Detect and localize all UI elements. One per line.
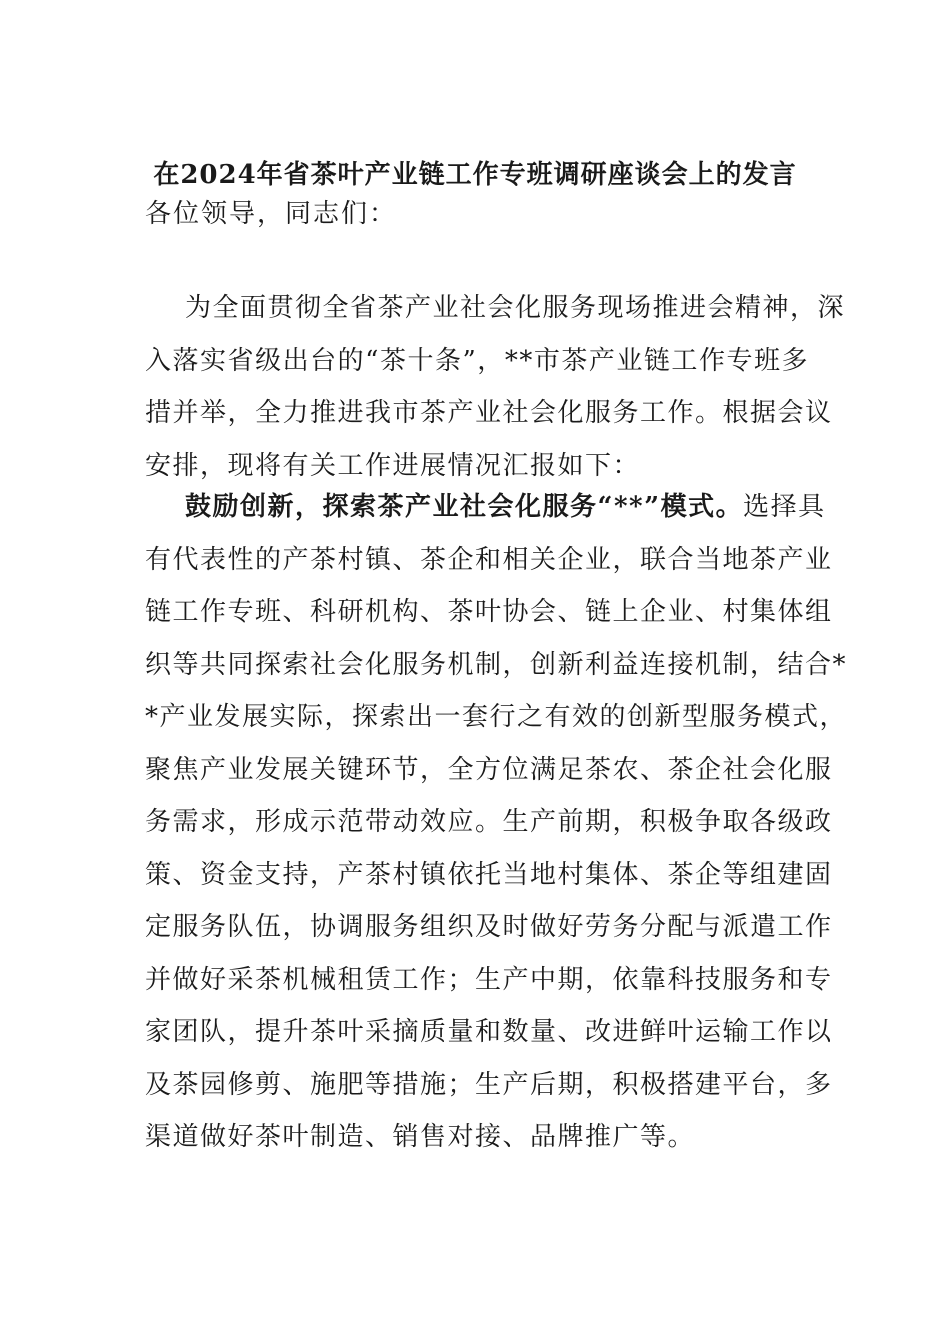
- paragraph-innovation: [145, 481, 848, 1164]
- paragraph-line: 家团队，提升茶叶采摘质量和数量、改进鲜叶运输工作以: [145, 1017, 833, 1047]
- document-title: 在2024年省茶叶产业链工作专班调研座谈会上的发言: [153, 160, 797, 190]
- paragraph-line: [145, 481, 826, 534]
- paragraph-line: 安排，现将有关工作进展情况汇报如下：: [145, 450, 641, 481]
- paragraph-line: 策、资金支持，产茶村镇依托当地村集体、茶企等组建固: [145, 859, 833, 890]
- paragraph-line: *产业发展实际，探索出一套行之有效的创新型服务模式，: [145, 702, 848, 732]
- paragraph-line: 定服务队伍，协调服务组织及时做好劳务分配与派遣工作: [145, 912, 833, 942]
- paragraph-line: 务需求，形成示范带动效应。生产前期，积极争取各级政: [145, 807, 833, 837]
- paragraph-line: 及茶园修剪、施肥等措施；生产后期，积极搭建平台，多: [145, 1069, 833, 1100]
- paragraph-line: 链工作专班、科研机构、茶叶协会、链上企业、村集体组: [145, 597, 833, 627]
- paragraph-line: 有代表性的产茶村镇、茶企和相关企业，联合当地茶产业: [145, 544, 833, 575]
- paragraph-intro: [145, 282, 846, 492]
- paragraph-line: 为全面贯彻全省茶产业社会化服务现场推进会精神，深: [185, 293, 846, 323]
- salutation: 各位领导，同志们：: [145, 199, 398, 229]
- paragraph-line: 并做好采茶机械租赁工作；生产中期，依靠科技服务和专: [145, 964, 833, 995]
- paragraph-heading: 鼓励创新，探索茶产业社会化服务“**”模式。: [185, 492, 744, 522]
- paragraph-line: 措并举，全力推进我市茶产业社会化服务工作。根据会议: [145, 398, 833, 428]
- paragraph-line: 聚焦产业发展关键环节，全方位满足茶农、茶企社会化服: [145, 754, 833, 785]
- paragraph-text: 选择具: [743, 492, 826, 522]
- paragraph-line: 织等共同探索社会化服务机制，创新利益连接机制，结合*: [145, 649, 848, 680]
- paragraph-line: 入落实省级出台的“茶十条”，**市茶产业链工作专班多: [145, 345, 809, 376]
- paragraph-line: 渠道做好茶叶制造、销售对接、品牌推广等。: [145, 1122, 696, 1152]
